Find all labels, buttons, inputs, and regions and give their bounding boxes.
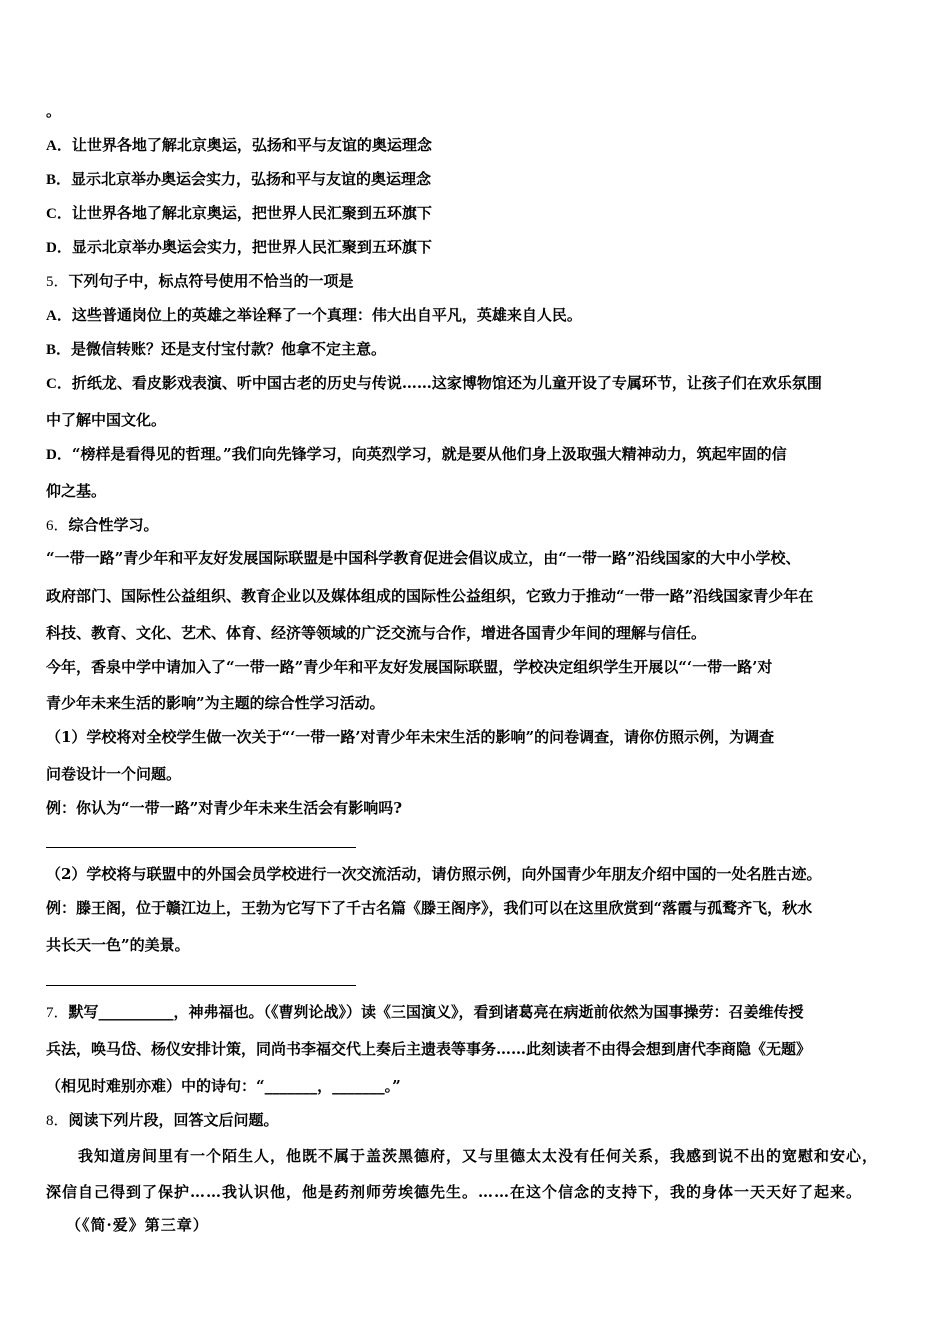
q6-passage-line: “一带一路”青少年和平友好发展国际联盟是中国科学教育促进会倡议成立，由“一带一路”沿线国家的大中小学校、 bbox=[46, 549, 801, 567]
answer-line[interactable] bbox=[46, 985, 356, 986]
option-label: B． bbox=[46, 172, 72, 188]
q5-option-c-cont: 中了解中国文化。 bbox=[46, 411, 167, 429]
answer-line[interactable] bbox=[46, 847, 356, 848]
q6-passage-line: 今年，香泉中学中请加入了“一带一路”青少年和平友好发展国际联盟，学校决定组织学生开展以“‘一带一路’对 bbox=[46, 658, 773, 676]
option-text: 这些普通岗位上的英雄之举诠释了一个真理：伟大出自平凡，英雄来自人民。 bbox=[71, 306, 582, 324]
question-text: 综合性学习。 bbox=[68, 516, 159, 534]
question-7-stem bbox=[46, 1002, 804, 1023]
q5-option-a bbox=[46, 305, 582, 326]
option-text: 让世界各地了解北京奥运，把世界人民汇聚到五环旗下 bbox=[71, 204, 432, 222]
option-label: A． bbox=[46, 308, 72, 324]
option-text: “榜样是看得见的哲理。”我们向先锋学习，向英烈学习，就是要从他们身上汲取强大精神动力，筑起牢固的信 bbox=[71, 445, 787, 463]
option-label: B． bbox=[46, 342, 72, 358]
question-text: 默写__________，神弗福也。（《曹刿论战》）读《三国演义》，看到诸葛亮在病逝前依然为国事操劳：召姜维传授 bbox=[68, 1003, 804, 1021]
q6-sub-2-example: 例：滕王阁，位于赣江边上，王勃为它写下了千古名篇《滕王阁序》，我们可以在这里欣赏到“落霞与孤鹜齐飞，秋水 bbox=[46, 899, 813, 917]
option-label: D． bbox=[46, 240, 72, 256]
option-label: C． bbox=[46, 376, 72, 392]
q5-option-c bbox=[46, 373, 822, 394]
question-text: 下列句子中，标点符号使用不恰当的一项是 bbox=[68, 272, 354, 290]
excerpt-line: 深信自己得到了保护……我认识他，他是药剂师劳埃德先生。……在这个信念的支持下，我的身体一天天好了起来。 bbox=[46, 1183, 863, 1201]
q5-option-d-cont: 仰之基。 bbox=[46, 482, 107, 500]
question-number: 7． bbox=[46, 1005, 69, 1021]
q5-option-d bbox=[46, 444, 787, 465]
option-label: C． bbox=[46, 206, 72, 222]
question-6-stem bbox=[46, 515, 159, 536]
q6-sub-1: （1）学校将对全校学生做一次关于“‘一带一路’对青少年未宋生活的影响”的问卷调查，请你仿照示例，为调查 bbox=[46, 728, 775, 746]
option-label: A． bbox=[46, 138, 72, 154]
question-number: 5． bbox=[46, 274, 69, 290]
continuation-mark: 。 bbox=[46, 102, 62, 120]
q6-sub-2-example-cont: 共长天一色”的美景。 bbox=[46, 936, 190, 954]
q4-option-d bbox=[46, 237, 432, 258]
q5-option-b bbox=[46, 339, 386, 360]
q6-sub-2: （2）学校将与联盟中的外国会员学校进行一次交流活动，请仿照示例，向外国青少年朋友介绍中国的一处名胜古迹。 bbox=[46, 865, 822, 883]
excerpt-line: 我知道房间里有一个陌生人，他既不属于盖茨黑德府，又与里德太太没有任何关系，我感到说不出的宽慰和安心， bbox=[78, 1147, 879, 1165]
q6-sub-1-cont: 问卷设计一个问题。 bbox=[46, 765, 182, 783]
question-7-cont: （相见时难别亦难）中的诗句：“_______，_______。” bbox=[46, 1077, 401, 1095]
q6-sub-1-example: 例：你认为“一带一路”对青少年未来生活会有影响吗? bbox=[46, 799, 403, 817]
option-text: 是微信转账？还是支付宝付款？他拿不定主意。 bbox=[71, 340, 387, 358]
q6-passage-line: 青少年未来生活的影响”为主题的综合性学习活动。 bbox=[46, 694, 385, 712]
q4-option-a bbox=[46, 135, 432, 156]
option-text: 让世界各地了解北京奥运，弘扬和平与友谊的奥运理念 bbox=[71, 136, 432, 154]
q6-passage-line: 科技、教育、文化、艺术、体育、经济等领域的广泛交流与合作，增进各国青少年间的理解与信任。 bbox=[46, 624, 707, 642]
option-label: D． bbox=[46, 447, 72, 463]
question-number: 6． bbox=[46, 518, 69, 534]
q6-passage-line: 政府部门、国际性公益组织、教育企业以及媒体组成的国际性公益组织，它致力于推动“一带一路”沿线国家青少年在 bbox=[46, 587, 814, 605]
option-text: 折纸龙、看皮影戏表演、听中国古老的历史与传说……这家博物馆还为儿童开设了专属环节，让孩子们在欢乐氛围 bbox=[71, 374, 822, 392]
question-7-cont: 兵法，唤马岱、杨仪安排计策，同尚书李福交代上奏后主遗表等事务……此刻读者不由得会想到唐代李商隐《无题》 bbox=[46, 1040, 812, 1058]
option-text: 显示北京举办奥运会实力，把世界人民汇聚到五环旗下 bbox=[71, 238, 432, 256]
question-text: 阅读下列片段，回答文后问题。 bbox=[68, 1111, 279, 1129]
question-5-stem bbox=[46, 271, 354, 292]
q4-option-c bbox=[46, 203, 432, 224]
q4-option-b bbox=[46, 169, 431, 190]
option-text: 显示北京举办奥运会实力，弘扬和平与友谊的奥运理念 bbox=[71, 170, 432, 188]
excerpt-source: （《简·爱》第三章） bbox=[66, 1216, 209, 1234]
question-8-stem bbox=[46, 1110, 279, 1131]
question-number: 8． bbox=[46, 1113, 69, 1129]
